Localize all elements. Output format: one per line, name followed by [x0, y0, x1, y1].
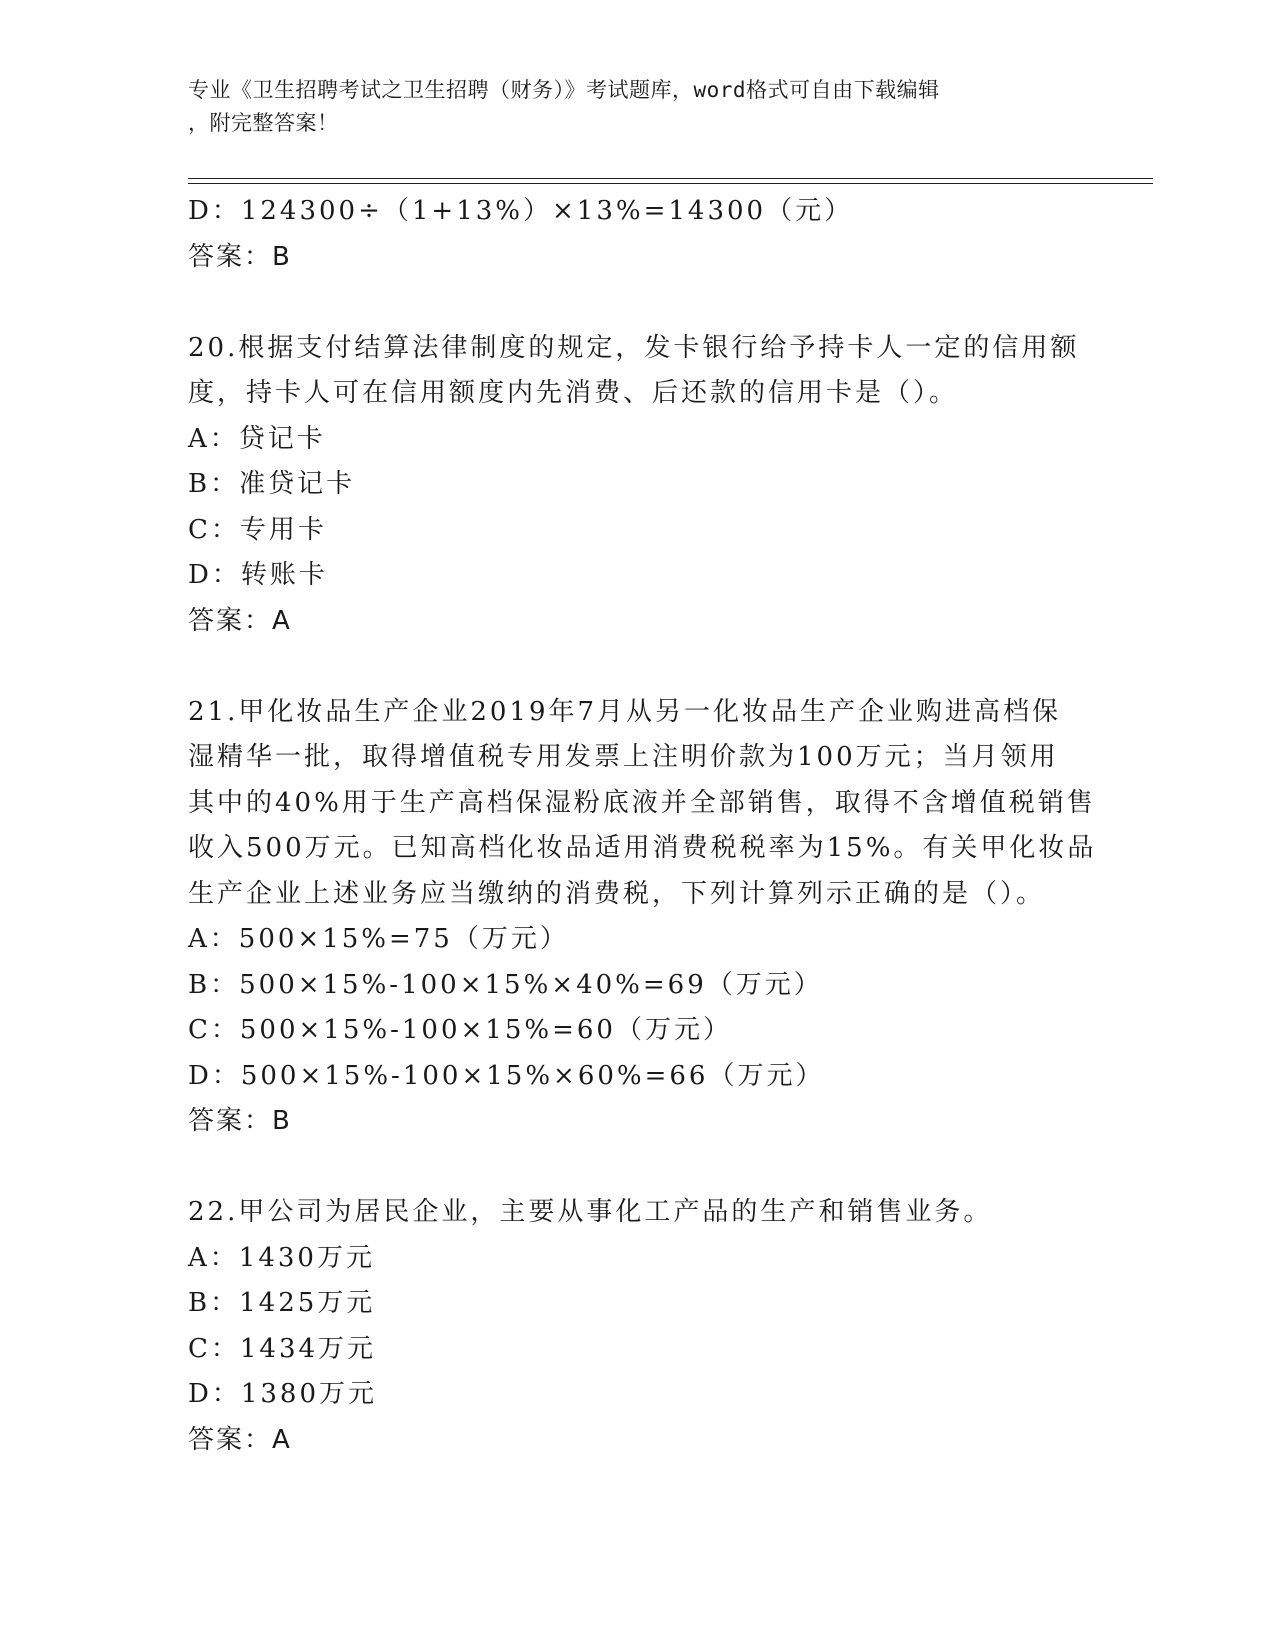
- prev-answer: 答案：B: [188, 241, 292, 272]
- question-20-option-c: C：专用卡: [188, 514, 327, 545]
- question-21-option-a: A：500×15%=75（万元）: [188, 924, 569, 954]
- spacer: [188, 280, 1088, 326]
- spacer: [188, 1145, 1088, 1191]
- question-20-stem-line-1: 20.根据支付结算法律制度的规定，发卡银行给予持卡人一定的信用额: [188, 332, 1080, 363]
- question-21-option-c: C：500×15%-100×15%=60（万元）: [188, 1015, 732, 1045]
- question-21: [188, 690, 1097, 1145]
- question-21-stem-line-5: 生产企业上述业务应当缴纳的消费税，下列计算列示正确的是（）。: [188, 878, 1046, 909]
- question-20-option-a: A：贷记卡: [188, 423, 326, 454]
- question-20-stem-line-2: 度，持卡人可在信用额度内先消费、后还款的信用卡是（）。: [188, 378, 959, 408]
- question-22-stem-line-1: 22.甲公司为居民企业，主要从事化工产品的生产和销售业务。: [188, 1197, 993, 1227]
- question-21-option-d: D：500×15%-100×15%×60%=66（万元）: [188, 1060, 825, 1091]
- question-22-option-d: D：1380万元: [188, 1379, 378, 1409]
- question-21-stem-line-2: 湿精华一批，取得增值税专用发票上注明价款为100万元；当月领用: [188, 742, 1059, 772]
- question-20-answer: 答案：A: [188, 605, 292, 636]
- question-21-stem-line-3: 其中的40%用于生产高档保湿粉底液并全部销售，取得不含增值税销售: [188, 787, 1096, 818]
- question-21-stem-line-4: 收入500万元。已知高档化妆品适用消费税税率为15%。有关甲化妆品: [188, 833, 1097, 863]
- question-22: [188, 1190, 1088, 1463]
- question-22-option-a: A：1430万元: [188, 1242, 375, 1273]
- question-21-stem-line-1: 21.甲化妆品生产企业2019年7月从另一化妆品生产企业购进高档保: [188, 696, 1062, 727]
- header-line-1: 专业《卫生招聘考试之卫生招聘（财务）》考试题库，word格式可自由下载编辑: [188, 78, 940, 102]
- header-divider-top: [188, 178, 1153, 179]
- question-21-option-b: B：500×15%-100×15%×40%=69（万元）: [188, 969, 823, 1000]
- question-20-option-d: D：转账卡: [188, 560, 328, 590]
- question-20: [188, 326, 1088, 645]
- header-divider-bottom: [188, 183, 1153, 184]
- question-20-option-b: B：准贷记卡: [188, 469, 356, 499]
- page-header: [188, 74, 1068, 140]
- prev-option-d: D：124300÷（1+13%）×13%=14300（元）: [188, 196, 854, 226]
- question-22-answer: 答案：A: [188, 1424, 292, 1455]
- header-line-2: ，附完整答案！: [188, 111, 339, 135]
- spacer: [188, 644, 1088, 690]
- question-21-answer: 答案：B: [188, 1106, 292, 1136]
- question-22-option-b: B：1425万元: [188, 1288, 376, 1318]
- question-22-option-c: C：1434万元: [188, 1333, 377, 1364]
- question-content: [188, 189, 1097, 1463]
